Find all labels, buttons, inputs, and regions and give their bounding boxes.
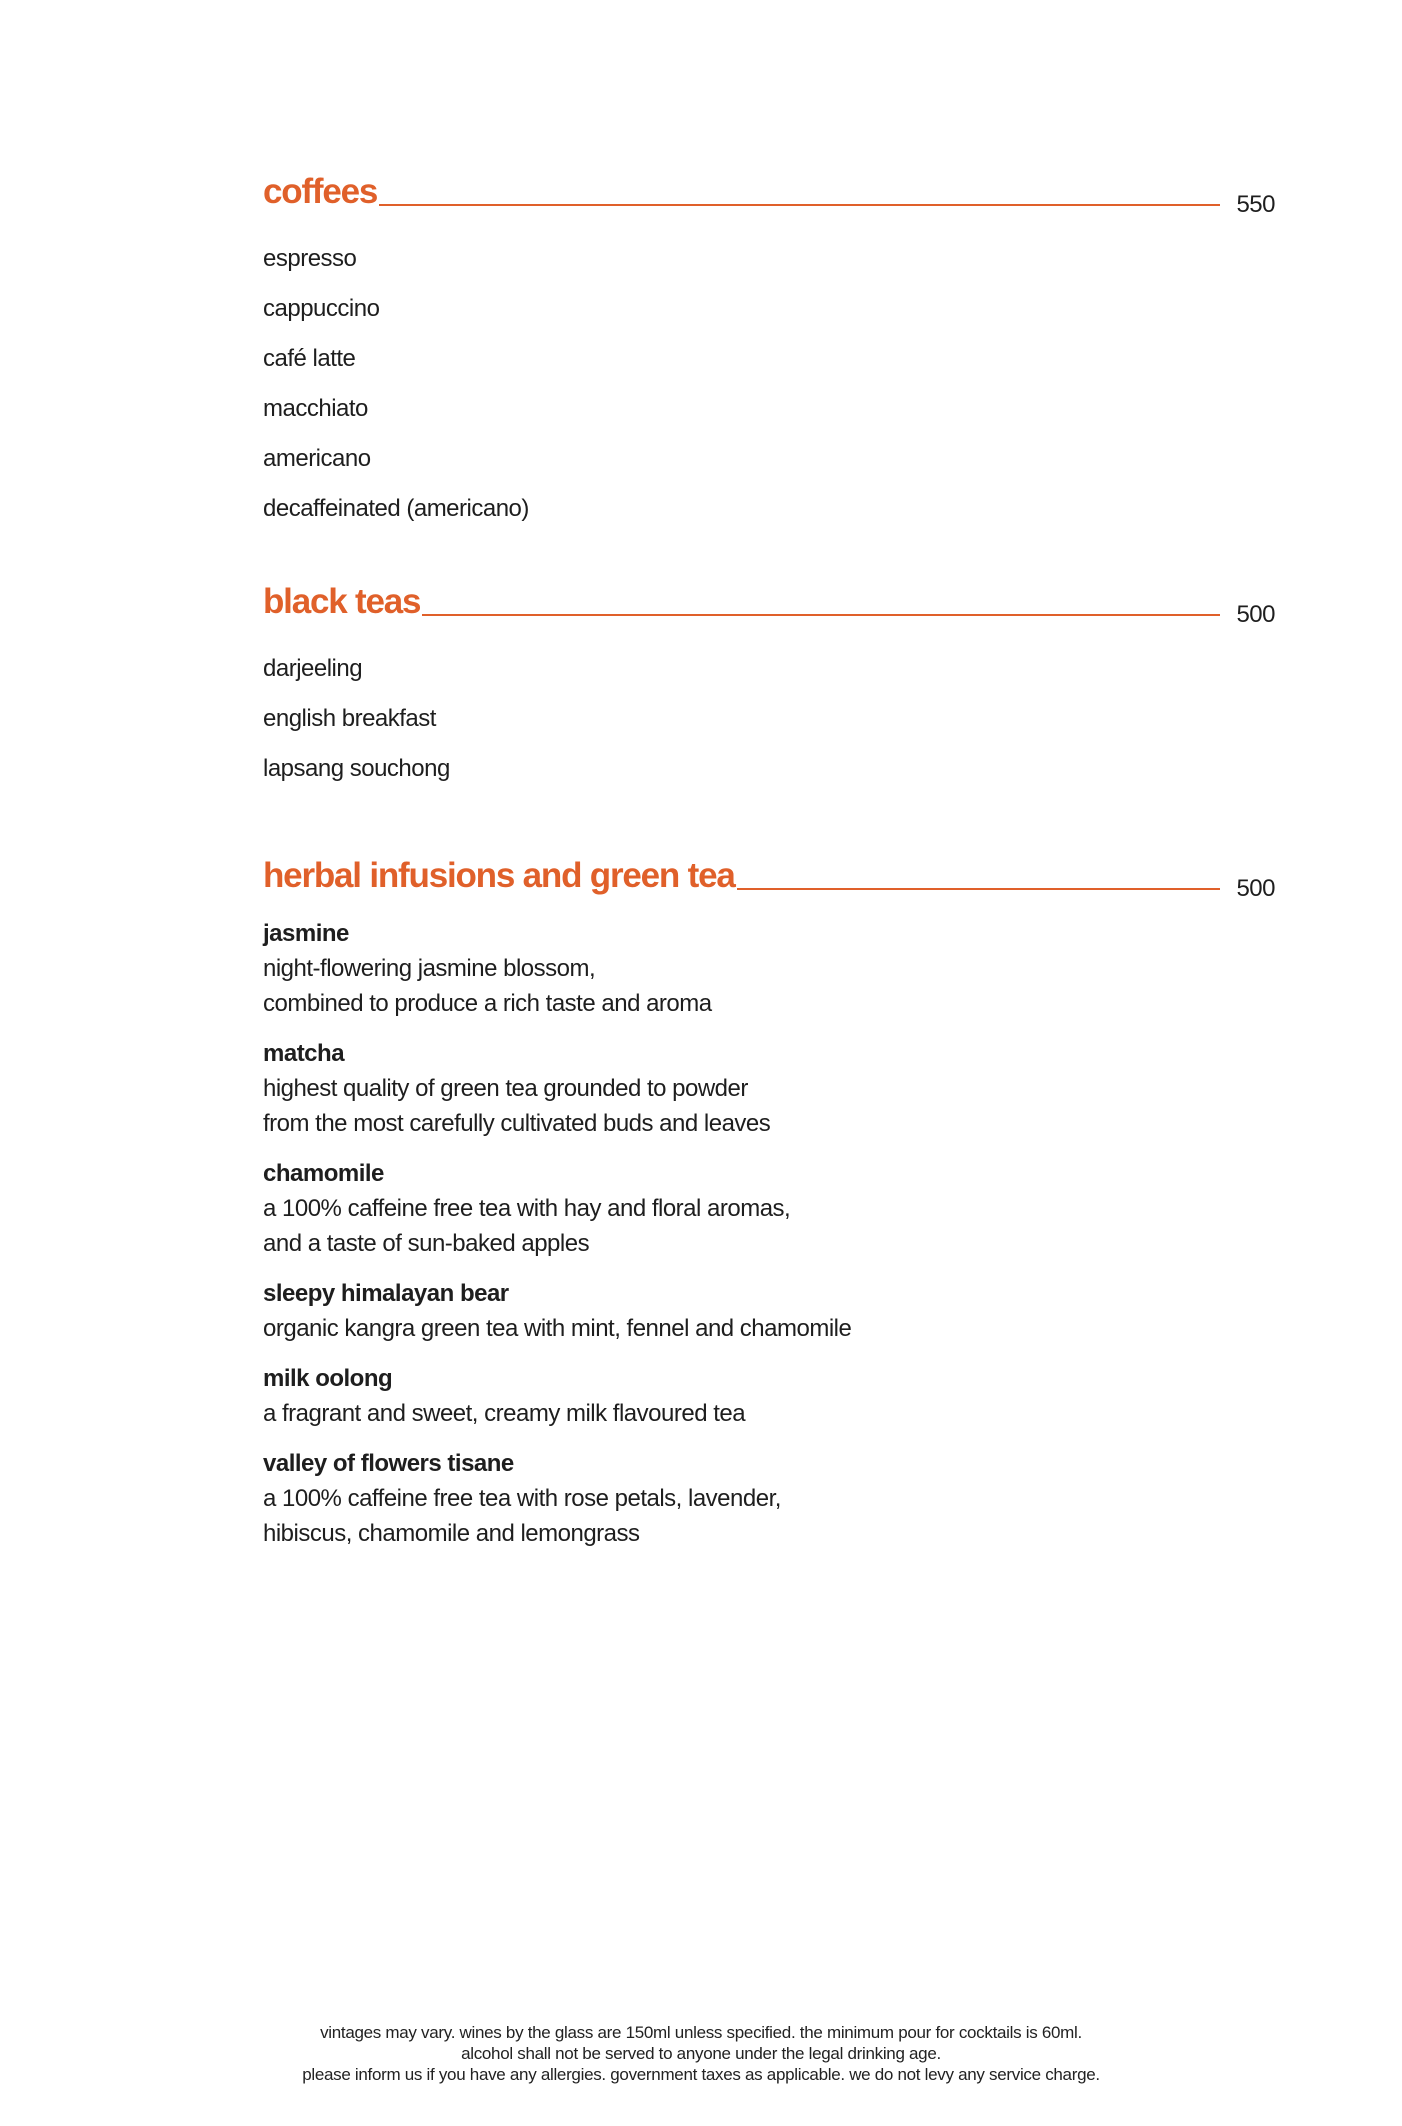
- menu-item: macchiato: [263, 395, 368, 422]
- tea-description: organic kangra green tea with mint, fennel and chamomile: [263, 1315, 852, 1342]
- section-herbal-infusions: [263, 852, 1275, 1566]
- section-price: 500: [1236, 875, 1275, 902]
- menu-item: espresso: [263, 245, 357, 272]
- menu-item: americano: [263, 445, 371, 472]
- tea-item: [263, 1276, 1275, 1346]
- section-black-teas: [263, 578, 1275, 794]
- tea-description: a fragrant and sweet, creamy milk flavoured tea: [263, 1400, 746, 1427]
- tea-description: highest quality of green tea grounded to powder: [263, 1075, 748, 1102]
- footer-line: vintages may vary. wines by the glass are 150ml unless specified. the minimum pour for cocktails is 60ml.: [320, 2023, 1082, 2042]
- tea-item: [263, 916, 1275, 1021]
- footer-line: please inform us if you have any allergies. government taxes as applicable. we do not levy any service charge.: [302, 2065, 1100, 2084]
- tea-name: jasmine: [263, 920, 349, 947]
- menu-item: decaffeinated (americano): [263, 495, 529, 522]
- tea-item: [263, 1361, 1275, 1431]
- leader-rule: [737, 888, 1221, 890]
- tea-item: [263, 1446, 1275, 1551]
- footer-notes: [0, 2022, 1402, 2085]
- leader-rule: [379, 204, 1220, 206]
- section-title: black teas: [263, 582, 421, 621]
- section-coffees: [263, 168, 1275, 534]
- section-header: [263, 578, 1275, 628]
- menu-item: lapsang souchong: [263, 755, 450, 782]
- tea-name: valley of flowers tisane: [263, 1450, 514, 1477]
- tea-description: hibiscus, chamomile and lemongrass: [263, 1520, 640, 1547]
- tea-item: [263, 1156, 1275, 1261]
- section-header: [263, 852, 1275, 902]
- tea-description: from the most carefully cultivated buds and leaves: [263, 1110, 771, 1137]
- section-title: herbal infusions and green tea: [263, 856, 735, 895]
- tea-description: a 100% caffeine free tea with hay and floral aromas,: [263, 1195, 791, 1222]
- section-price: 500: [1236, 601, 1275, 628]
- menu-item: darjeeling: [263, 655, 363, 682]
- footer-line: alcohol shall not be served to anyone under the legal drinking age.: [461, 2044, 941, 2063]
- tea-description: a 100% caffeine free tea with rose petals, lavender,: [263, 1485, 781, 1512]
- tea-description: night-flowering jasmine blossom,: [263, 955, 596, 982]
- section-price: 550: [1236, 191, 1275, 218]
- section-header: [263, 168, 1275, 218]
- menu-item: cappuccino: [263, 295, 380, 322]
- section-title: coffees: [263, 172, 378, 211]
- tea-name: sleepy himalayan bear: [263, 1280, 509, 1307]
- tea-description: combined to produce a rich taste and aroma: [263, 990, 712, 1017]
- menu-item: café latte: [263, 345, 356, 372]
- tea-item: [263, 1036, 1275, 1141]
- tea-name: milk oolong: [263, 1365, 393, 1392]
- menu-item: english breakfast: [263, 705, 436, 732]
- leader-rule: [422, 614, 1220, 616]
- tea-name: matcha: [263, 1040, 345, 1067]
- tea-description: and a taste of sun-baked apples: [263, 1230, 590, 1257]
- tea-name: chamomile: [263, 1160, 384, 1187]
